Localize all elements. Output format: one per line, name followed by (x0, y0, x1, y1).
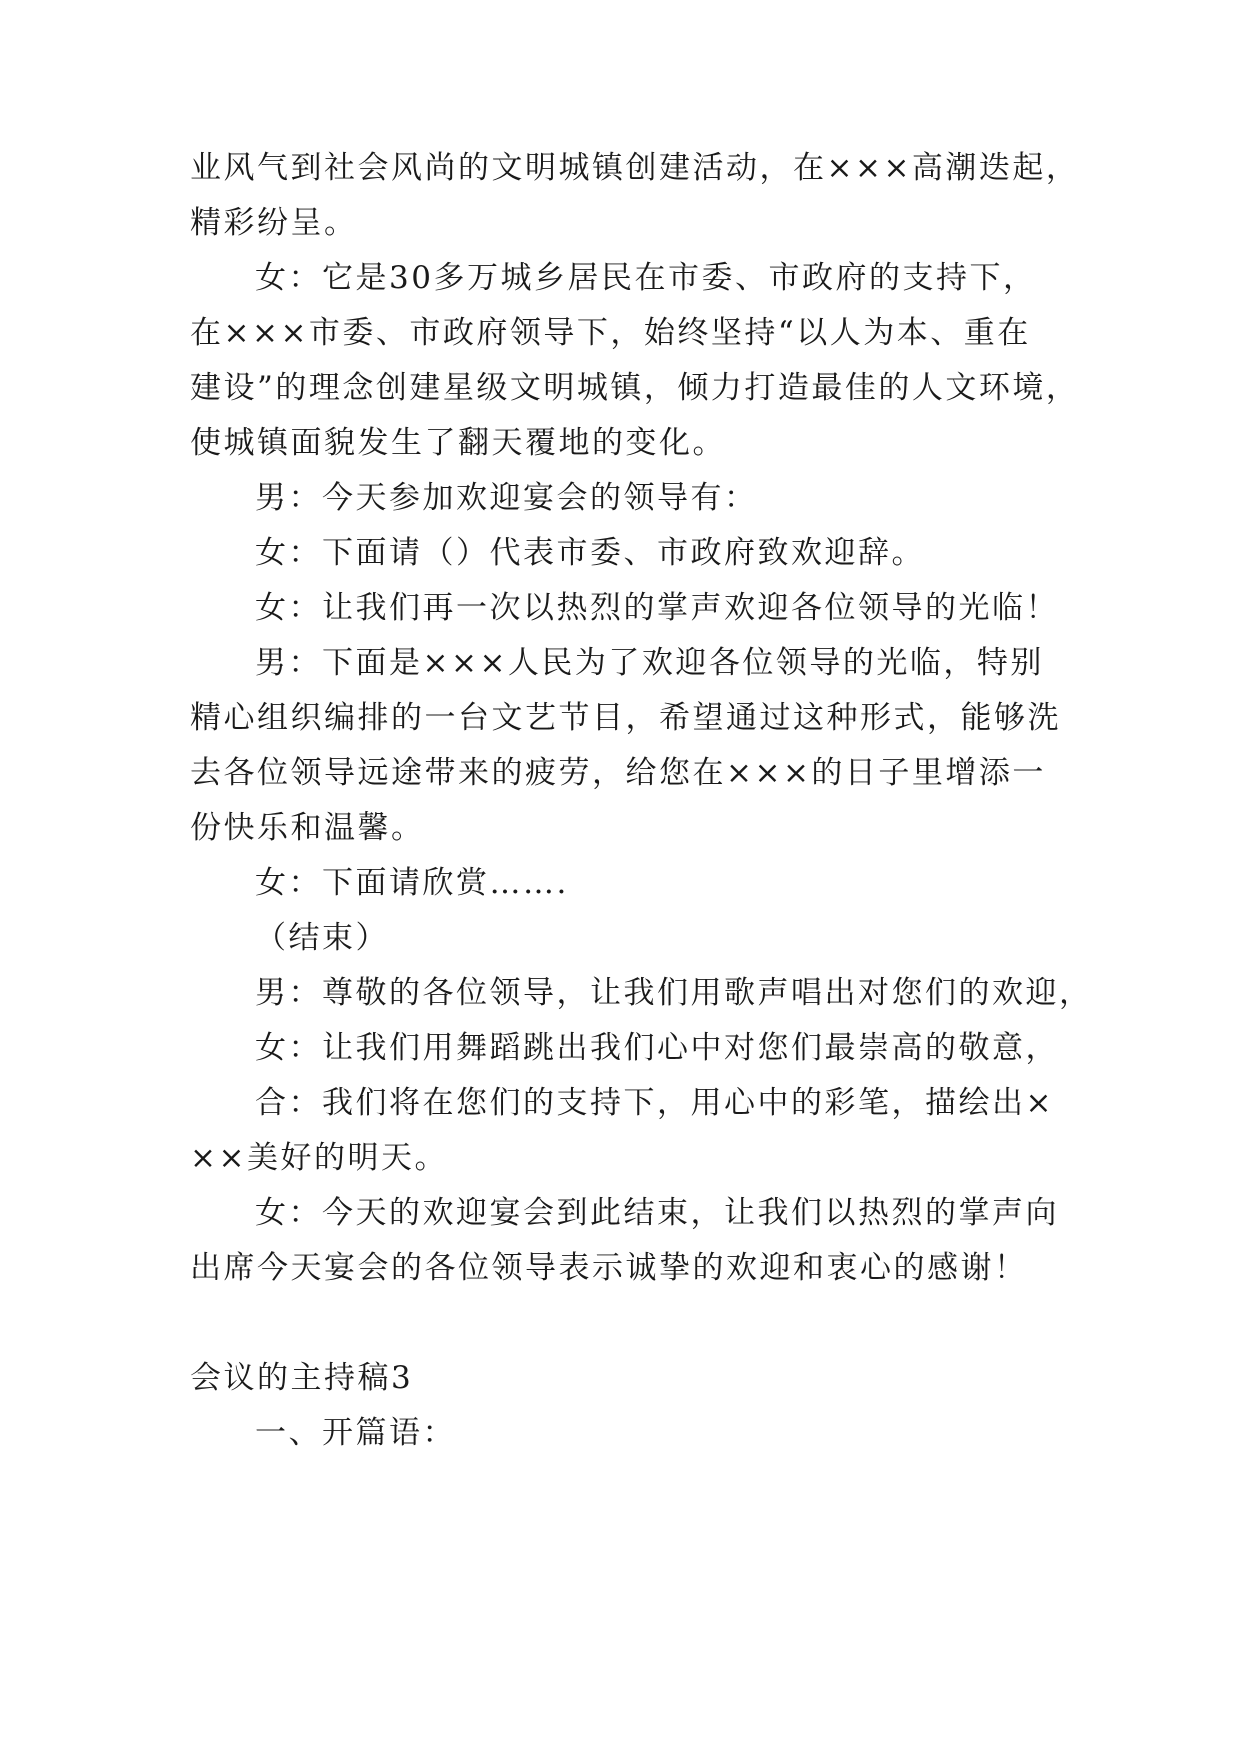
text-line: 女：下面请（）代表市委、市政府致欢迎辞。 (255, 535, 925, 571)
text-line: 女：让我们用舞蹈跳出我们心中对您们最崇高的敬意， (255, 1030, 1059, 1066)
text-line: 合：我们将在您们的支持下，用心中的彩笔，描绘出× (255, 1085, 1054, 1121)
text-line: 女：让我们再一次以热烈的掌声欢迎各位领导的光临！ (255, 590, 1059, 626)
text-line: 份快乐和温馨。 (190, 810, 425, 846)
text-line: 在×××市委、市政府领导下，始终坚持“以人为本、重在 (190, 315, 1031, 351)
text-line: 女：它是30多万城乡居民在市委、市政府的支持下， (255, 260, 1037, 296)
text-line: 女：下面请欣赏……. (255, 865, 569, 901)
text-line: 精心组织编排的一台文艺节目，希望通过这种形式，能够洗 (190, 700, 1061, 736)
text-line: 男：尊敬的各位领导，让我们用歌声唱出对您们的欢迎， (255, 975, 1093, 1011)
text-line: 出席今天宴会的各位领导表示诚挚的欢迎和衷心的感谢！ (190, 1250, 1028, 1286)
text-line: 男：下面是×××人民为了欢迎各位领导的光临，特别 (255, 645, 1044, 681)
text-line: 建设”的理念创建星级文明城镇，倾力打造最佳的人文环境， (190, 370, 1080, 406)
text-line: 业风气到社会风尚的文明城镇创建活动，在×××高潮迭起， (190, 150, 1080, 186)
text-line: 女：今天的欢迎宴会到此结束，让我们以热烈的掌声向 (255, 1195, 1059, 1231)
text-line: 精彩纷呈。 (190, 205, 358, 241)
text-line: 一、开篇语： (255, 1415, 456, 1451)
section-heading: 会议的主持稿3 (190, 1360, 414, 1396)
text-line: 男：今天参加欢迎宴会的领导有： (255, 480, 758, 516)
text-line: 使城镇面貌发生了翻天覆地的变化。 (190, 425, 726, 461)
text-line: （结束） (255, 920, 389, 956)
text-line: 去各位领导远途带来的疲劳，给您在×××的日子里增添一 (190, 755, 1046, 791)
text-line: ××美好的明天。 (190, 1140, 448, 1176)
